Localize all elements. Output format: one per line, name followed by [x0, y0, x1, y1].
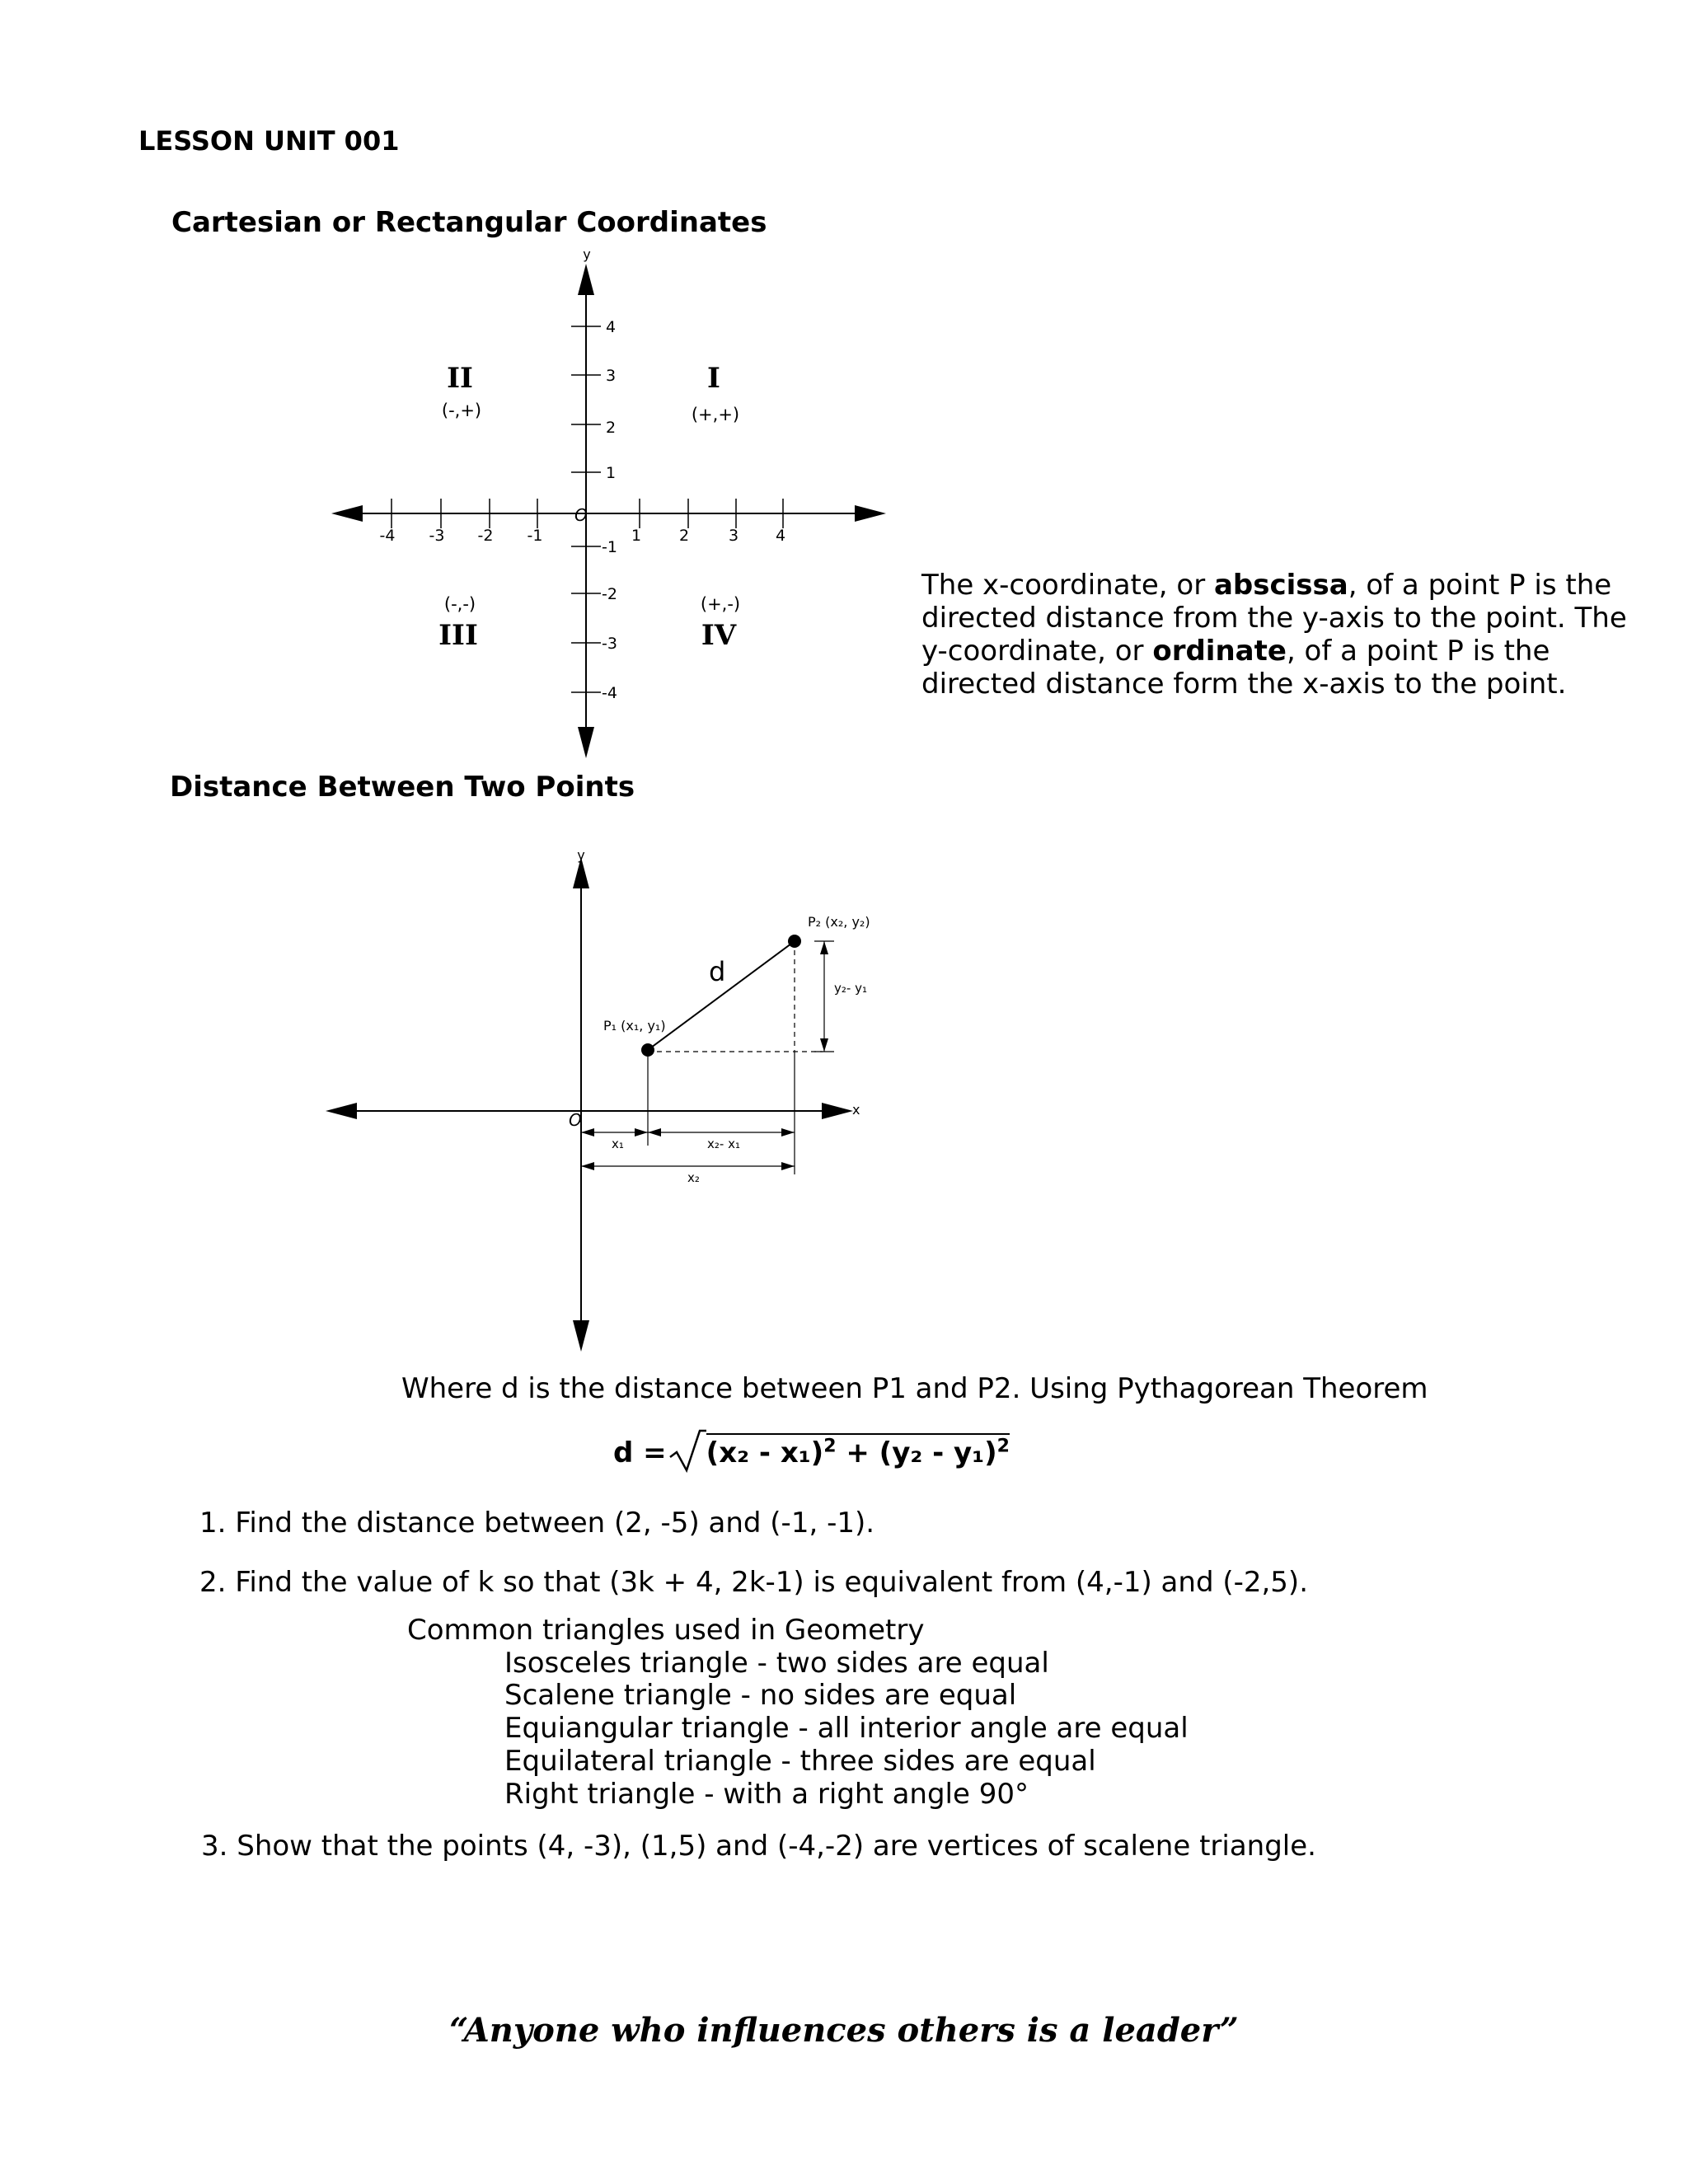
y-tick-label: 2 [606, 419, 617, 437]
y-axis-label: y [583, 246, 591, 262]
term-abscissa: abscissa [1213, 569, 1348, 602]
quadrant-II-signs: (-,+) [441, 401, 482, 420]
term-ordinate: ordinate [1152, 635, 1287, 668]
quadrant-II-numeral: II [447, 362, 473, 395]
x-tick-label: 3 [728, 527, 739, 545]
dx-arrow-right [781, 1128, 795, 1137]
motivational-quote: “Anyone who influences others is a leader” [449, 2011, 1239, 2050]
question-2: 2. Find the value of k so that (3k + 4, 2k-1) is equivalent from (4,-1) and (-2,5). [199, 1566, 1309, 1599]
x-axis-label: x [860, 505, 869, 521]
x1-arrow-left [581, 1128, 594, 1137]
origin-label: O [574, 505, 588, 525]
y-tick-label: -2 [602, 585, 617, 603]
dy-label: y₂- y₁ [834, 981, 867, 996]
x-axis-right-arrow [822, 1103, 853, 1119]
dy-arrow-top [820, 941, 828, 954]
x-tick-label: -4 [379, 527, 396, 545]
y-tick-label: 3 [606, 367, 617, 385]
p2-label: P₂ (x₂, y₂) [808, 914, 870, 930]
x2-arrow-left [581, 1162, 594, 1170]
radicand: (x₂ - x₁)$^2$ + (y₂ - y₁)$^2$ [706, 1433, 1010, 1469]
sqrt-icon [667, 1432, 706, 1474]
dx-arrow-left [648, 1128, 661, 1137]
formula-lhs: d = [613, 1436, 667, 1469]
lesson-title: LESSON UNIT 001 [138, 125, 400, 157]
triangle-type-item: Equilateral triangle - three sides are equal [504, 1745, 1096, 1778]
dy-arrow-bottom [820, 1038, 828, 1052]
definition-line-3: y-coordinate, or ordinate, of a point P is the [921, 635, 1550, 668]
y-tick-label: 1 [606, 464, 617, 482]
x2-label: x₂ [687, 1170, 700, 1185]
triangle-type-item: Equiangular triangle - all interior angle are equal [504, 1712, 1189, 1745]
distance-explanation: Where d is the distance between P1 and P2. Using Pythagorean Theorem [401, 1372, 1428, 1405]
quadrant-I-signs: (+,+) [691, 405, 740, 424]
y-tick-label: -3 [602, 635, 617, 653]
definition-line-1: The x-coordinate, or abscissa, of a point P is the [921, 569, 1612, 602]
point-p2 [788, 935, 801, 948]
section-heading-cartesian: Cartesian or Rectangular Coordinates [171, 206, 767, 239]
y-tick-label: 4 [606, 318, 617, 336]
x-tick-label: -3 [429, 527, 445, 545]
y-tick-label: -1 [602, 538, 617, 556]
section-heading-distance: Distance Between Two Points [170, 771, 635, 804]
d-label: d [709, 956, 726, 987]
y-tick-label: -4 [602, 684, 617, 702]
triangle-type-item: Right triangle - with a right angle 90° [504, 1778, 1029, 1811]
x1-arrow-right [635, 1128, 648, 1137]
definition-line-2: directed distance from the y-axis to the point. The [921, 602, 1627, 635]
quadrant-IV-signs: (+,-) [700, 594, 741, 614]
sqrt-symbol [667, 1429, 706, 1474]
point-p1 [641, 1043, 654, 1057]
distance-formula [613, 1432, 1010, 1474]
quadrant-I-numeral: I [707, 362, 720, 395]
x-tick-label: 1 [631, 527, 642, 545]
x-axis-label: x [852, 1102, 860, 1118]
origin-label: O [569, 1110, 582, 1130]
x1-label: x₁ [612, 1137, 624, 1151]
question-1: 1. Find the distance between (2, -5) and (-1, -1). [199, 1507, 875, 1540]
quadrant-III-numeral: III [438, 619, 478, 652]
triangle-type-item: Scalene triangle - no sides are equal [504, 1679, 1017, 1712]
x-tick-label: -2 [477, 527, 494, 545]
x-tick-label: -1 [527, 527, 543, 545]
question-3: 3. Show that the points (4, -3), (1,5) and (-4,-2) are vertices of scalene triangle. [201, 1830, 1316, 1863]
x-tick-label: 2 [678, 527, 690, 545]
dx-label: x₂- x₁ [707, 1137, 740, 1151]
y-axis-bottom-arrow [573, 1320, 589, 1352]
x-axis-left-arrow [326, 1103, 357, 1119]
triangles-heading: Common triangles used in Geometry [407, 1614, 925, 1647]
quadrant-IV-numeral: IV [701, 619, 737, 652]
quadrant-III-signs: (-,-) [443, 594, 476, 614]
y-axis-label: y [577, 847, 585, 863]
x2-arrow-right [781, 1162, 795, 1170]
p1-label: P₁ (x₁, y₁) [603, 1018, 666, 1033]
x-tick-label: 4 [775, 527, 786, 545]
definition-line-4: directed distance form the x-axis to the point. [921, 668, 1567, 701]
triangle-type-item: Isosceles triangle - two sides are equal [504, 1647, 1049, 1680]
